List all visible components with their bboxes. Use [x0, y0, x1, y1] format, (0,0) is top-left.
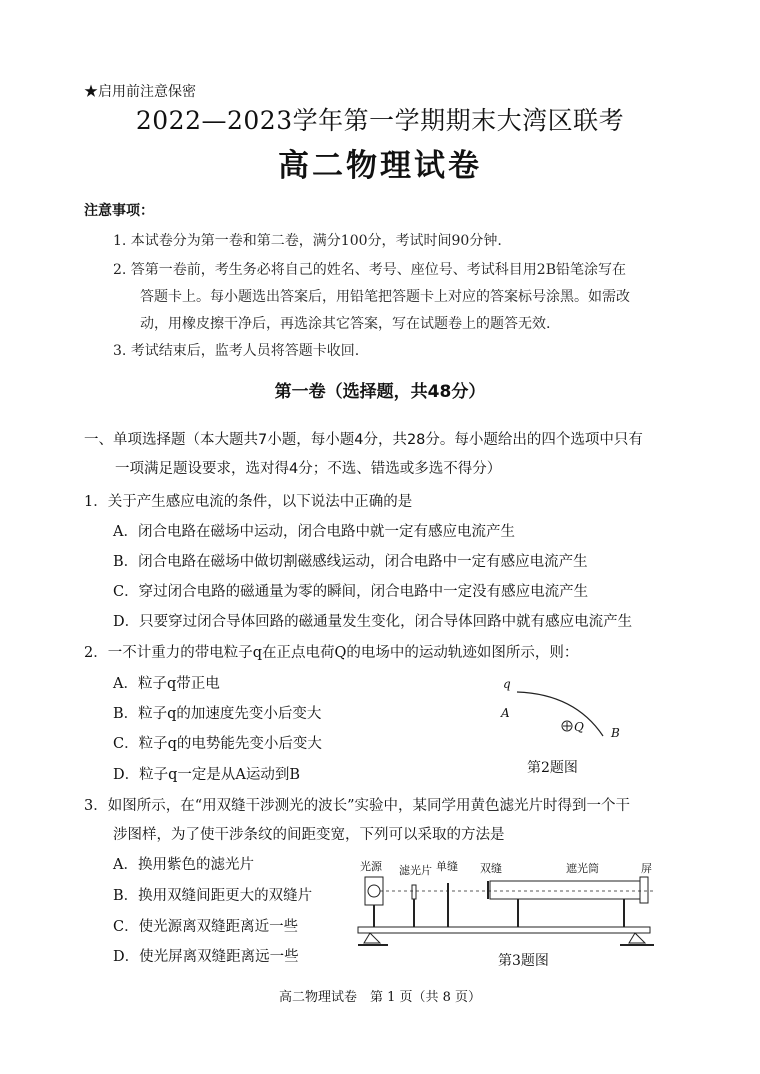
double-slit-apparatus-figure: [350, 855, 670, 950]
label-single-slit: 单缝: [436, 860, 458, 873]
notes-heading: 注意事项：: [84, 203, 154, 219]
q2-option-c: C．粒子q的电势能先变小后变大: [113, 736, 322, 752]
q2-option-b: B．粒子q的加速度先变小后变大: [113, 706, 322, 722]
label-a: A: [501, 706, 510, 720]
q3-option-c: C．使光源离双缝距离近一些: [113, 919, 299, 935]
paper-title: 高二物理试卷: [278, 148, 482, 184]
note-item: 1. 本试卷分为第一卷和第二卷，满分100分，考试时间90分钟.: [113, 233, 502, 249]
note-item: 3. 考试结束后，监考人员将答题卡收回.: [113, 343, 360, 359]
q3-option-d: D．使光屏离双缝距离远一些: [113, 949, 299, 965]
q2-option-d: D．粒子q一定是从A运动到B: [113, 767, 301, 783]
question-3-stem: 3．如图所示，在“用双缝干涉测光的波长”实验中，某同学用黄色滤光片时得到一个干: [84, 798, 631, 814]
question-2-stem: 2．一不计重力的带电粒子q在正点电荷Q的电场中的运动轨迹如图所示，则：: [84, 645, 579, 661]
q1-option-b: B．闭合电路在磁场中做切割磁感线运动，闭合电路中一定有感应电流产生: [113, 554, 588, 570]
note-item: 2. 答第一卷前，考生务必将自己的姓名、考号、座位号、考试科目用2B铅笔涂写在: [113, 262, 627, 278]
label-screen: 屏: [641, 862, 652, 875]
bench-leg: [364, 933, 380, 943]
q3-option-b: B．换用双缝间距更大的双缝片: [113, 888, 313, 904]
label-charge-q: Q: [574, 720, 584, 734]
q2-option-a: A．粒子q带正电: [113, 676, 220, 692]
figure-2-caption: 第2题图: [527, 760, 578, 776]
section-title: 第一卷（选择题，共48分）: [274, 382, 486, 402]
q1-option-d: D．只要穿过闭合导体回路的磁通量发生变化，闭合导体回路中就有感应电流产生: [113, 614, 633, 630]
question-1-stem: 1．关于产生感应电流的条件，以下说法中正确的是: [84, 494, 413, 510]
label-filter: 滤光片: [399, 864, 432, 877]
filter-icon: [412, 885, 416, 899]
note-item: 动，用橡皮擦干净后，再选涂其它答案，写在试题卷上的题答无效.: [140, 316, 551, 332]
part-heading-cont: 一项满足题设要求，选对得4分；不选、错选或多选不得分）: [115, 461, 502, 477]
q3-option-a: A．换用紫色的滤光片: [113, 857, 254, 873]
trajectory-curve: [517, 692, 603, 736]
q1-option-c: C．穿过闭合电路的磁通量为零的瞬间，闭合电路中一定没有感应电流产生: [113, 584, 589, 600]
label-b: B: [611, 726, 620, 740]
label-q: q: [503, 677, 511, 691]
question-3-stem-cont: 涉图样，为了使干涉条纹的间距变宽，下列可以采取的方法是: [113, 827, 505, 843]
confidential-notice: ★启用前注意保密: [84, 84, 196, 100]
optical-bench: [358, 927, 650, 933]
q1-option-a: A．闭合电路在磁场中运动，闭合电路中就一定有感应电流产生: [113, 524, 515, 540]
page-footer: 高二物理试卷 第 1 页（共 8 页）: [278, 990, 482, 1005]
q2-trajectory-figure: [495, 672, 635, 752]
screen-icon: [640, 877, 648, 903]
label-double-slit: 双缝: [480, 862, 502, 875]
label-light-source: 光源: [360, 860, 382, 873]
part-heading: 一、单项选择题（本大题共7小题，每小题4分，共28分。每小题给出的四个选项中只有: [84, 432, 643, 448]
bench-leg: [629, 933, 645, 943]
shading-tube-icon: [490, 881, 640, 899]
exam-title: 2022—2023学年第一学期期末大湾区联考: [135, 106, 625, 135]
label-tube: 遮光筒: [566, 862, 599, 875]
figure-3-caption: 第3题图: [498, 953, 549, 969]
note-item: 答题卡上。每小题选出答案后，用铅笔把答题卡上对应的答案标号涂黑。如需改: [140, 289, 630, 305]
